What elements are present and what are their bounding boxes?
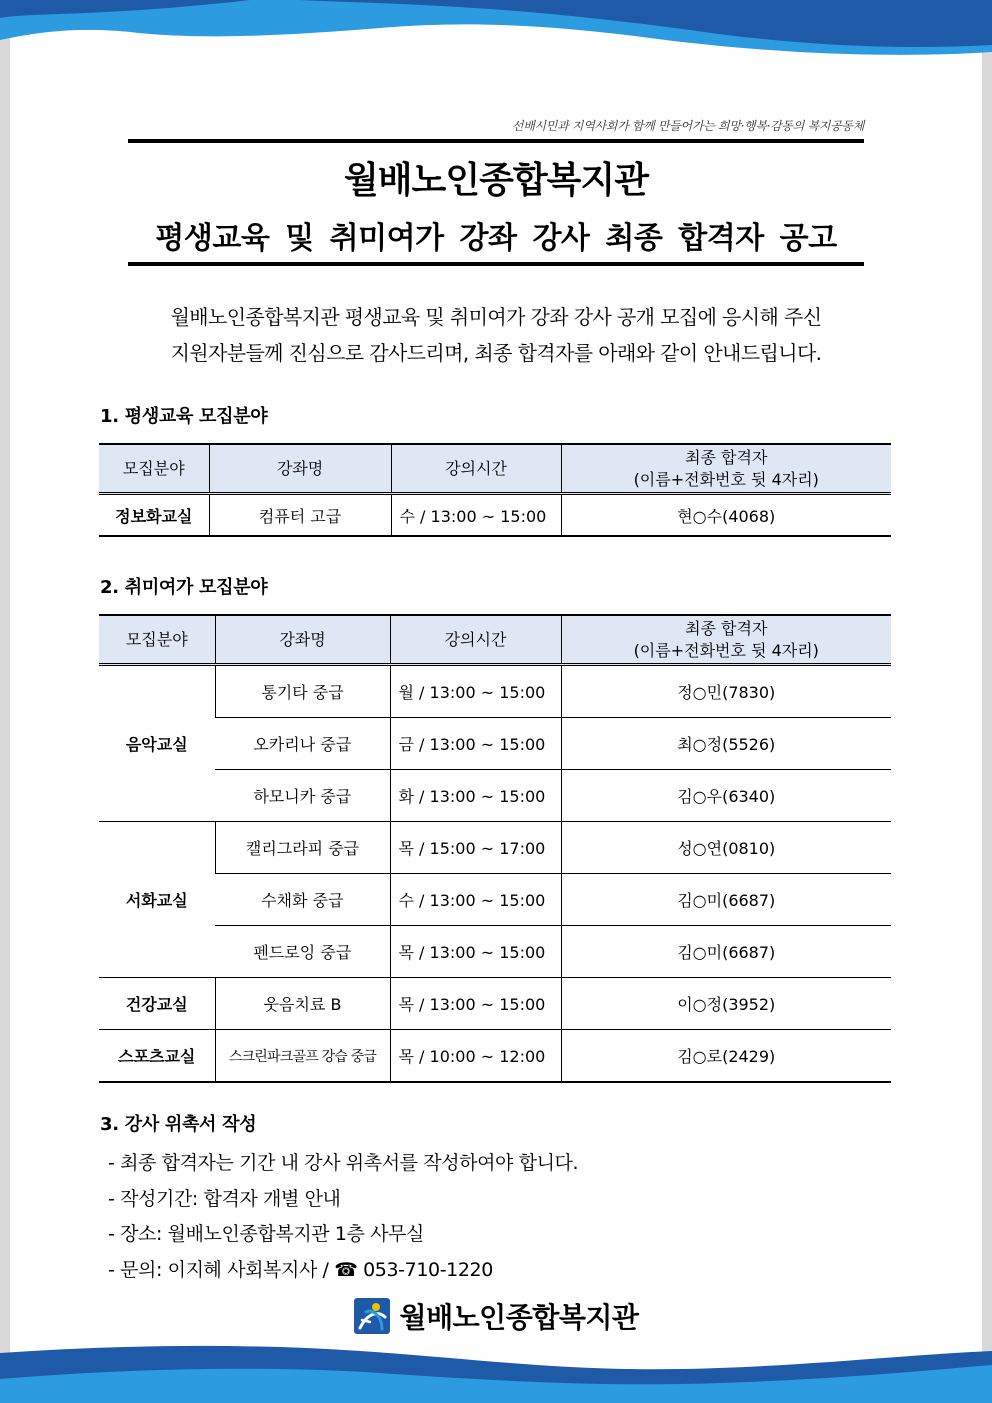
field-cell: 스포츠교실 [99, 1030, 215, 1083]
header-line: (이름+전화번호 뒷 4자리) [633, 640, 819, 660]
time-cell: 목 / 13:00 ~ 15:00 [390, 978, 561, 1030]
course-cell: 수채화 중급 [215, 874, 390, 926]
time-cell: 월 / 13:00 ~ 15:00 [390, 665, 561, 718]
time-cell: 목 / 10:00 ~ 12:00 [390, 1030, 561, 1083]
field-cell: 정보화교실 [99, 494, 209, 537]
list-item: - 최종 합격자는 기간 내 강사 위촉서를 작성하여야 합니다. [108, 1152, 579, 1174]
list-item: - 작성기간: 합격자 개별 안내 [108, 1187, 341, 1210]
slogan: 선배시민과 지역사회가 함께 만들어가는 희망·행복·감동의 복지공동체 [511, 119, 864, 133]
winner-cell: 정○민(7830) [561, 665, 891, 718]
time-cell: 수 / 13:00 ~ 15:00 [390, 874, 561, 926]
header-line: 최종 합격자 [685, 447, 768, 467]
table-row [99, 1030, 891, 1083]
field-cell: 음악교실 [99, 665, 215, 822]
column-header [561, 444, 891, 494]
table-header-row [99, 444, 891, 494]
column-header: 강좌명 [215, 615, 390, 665]
lifelong-education-table [99, 443, 891, 537]
notes-list [108, 1146, 578, 1288]
column-header: 모집분야 [99, 444, 209, 494]
column-header: 강좌명 [209, 444, 391, 494]
welfare-center-logo-icon [354, 1298, 390, 1334]
table-row [99, 874, 891, 926]
table-row [99, 926, 891, 978]
time-cell: 목 / 13:00 ~ 15:00 [390, 926, 561, 978]
page-subtitle: 평생교육 및 취미여가 강좌 강사 최종 합격자 공고 [155, 221, 837, 256]
table-row [99, 770, 891, 822]
winner-cell: 김○로(2429) [561, 1030, 891, 1083]
bottom-wave-decoration [0, 1343, 992, 1403]
course-cell: 웃음치료 B [215, 978, 390, 1030]
winner-cell: 성○연(0810) [561, 822, 891, 874]
winner-cell: 김○우(6340) [561, 770, 891, 822]
field-cell: 건강교실 [99, 978, 215, 1030]
intro-paragraph [0, 299, 992, 371]
winner-cell: 김○미(6687) [561, 874, 891, 926]
hobby-leisure-table [99, 614, 891, 1083]
table-row [99, 494, 891, 537]
title-bottom-rule [128, 262, 864, 266]
table-row [99, 978, 891, 1030]
page-title: 월배노인종합복지관 [344, 160, 648, 201]
time-cell: 수 / 13:00 ~ 15:00 [391, 494, 561, 537]
section-heading: 3. 강사 위촉서 작성 [100, 1114, 257, 1135]
header-line: 최종 합격자 [685, 618, 768, 638]
winner-cell: 현○수(4068) [561, 494, 891, 537]
course-cell: 캘리그라피 중급 [215, 822, 390, 874]
course-cell: 하모니카 중급 [215, 770, 390, 822]
field-cell: 서화교실 [99, 822, 215, 978]
course-cell: 펜드로잉 중급 [215, 926, 390, 978]
course-cell: 스크린파크골프 강습 중급 [215, 1030, 390, 1083]
winner-cell: 이○정(3952) [561, 978, 891, 1030]
list-item: - 문의: 이지혜 사회복지사 / ☎ 053-710-1220 [108, 1258, 493, 1281]
column-header: 강의시간 [391, 444, 561, 494]
table-row [99, 718, 891, 770]
winner-cell: 김○미(6687) [561, 926, 891, 978]
top-wave-decoration [0, 0, 992, 60]
winner-cell: 최○정(5526) [561, 718, 891, 770]
table-header-row [99, 615, 891, 665]
logo-text: 월배노인종합복지관 [399, 1301, 639, 1334]
title-top-rule [128, 139, 864, 143]
time-cell: 금 / 13:00 ~ 15:00 [390, 718, 561, 770]
list-item: - 장소: 월배노인종합복지관 1층 사무실 [108, 1223, 425, 1245]
section-heading: 1. 평생교육 모집분야 [100, 406, 268, 427]
table-row [99, 665, 891, 718]
section-heading: 2. 취미여가 모집분야 [100, 577, 268, 598]
course-cell: 오카리나 중급 [215, 718, 390, 770]
course-cell: 통기타 중급 [215, 665, 390, 718]
time-cell: 목 / 15:00 ~ 17:00 [390, 822, 561, 874]
column-header [561, 615, 891, 665]
column-header: 모집분야 [99, 615, 215, 665]
intro-line: 지원자분들께 진심으로 감사드리며, 최종 합격자를 아래와 같이 안내드립니다. [170, 341, 822, 365]
intro-line: 월배노인종합복지관 평생교육 및 취미여가 강좌 강사 공개 모집에 응시해 주신 [170, 305, 822, 329]
footer-logo [0, 1296, 992, 1338]
table-row [99, 822, 891, 874]
header-line: (이름+전화번호 뒷 4자리) [633, 469, 819, 489]
time-cell: 화 / 13:00 ~ 15:00 [390, 770, 561, 822]
course-cell: 컴퓨터 고급 [209, 494, 391, 537]
column-header: 강의시간 [390, 615, 561, 665]
